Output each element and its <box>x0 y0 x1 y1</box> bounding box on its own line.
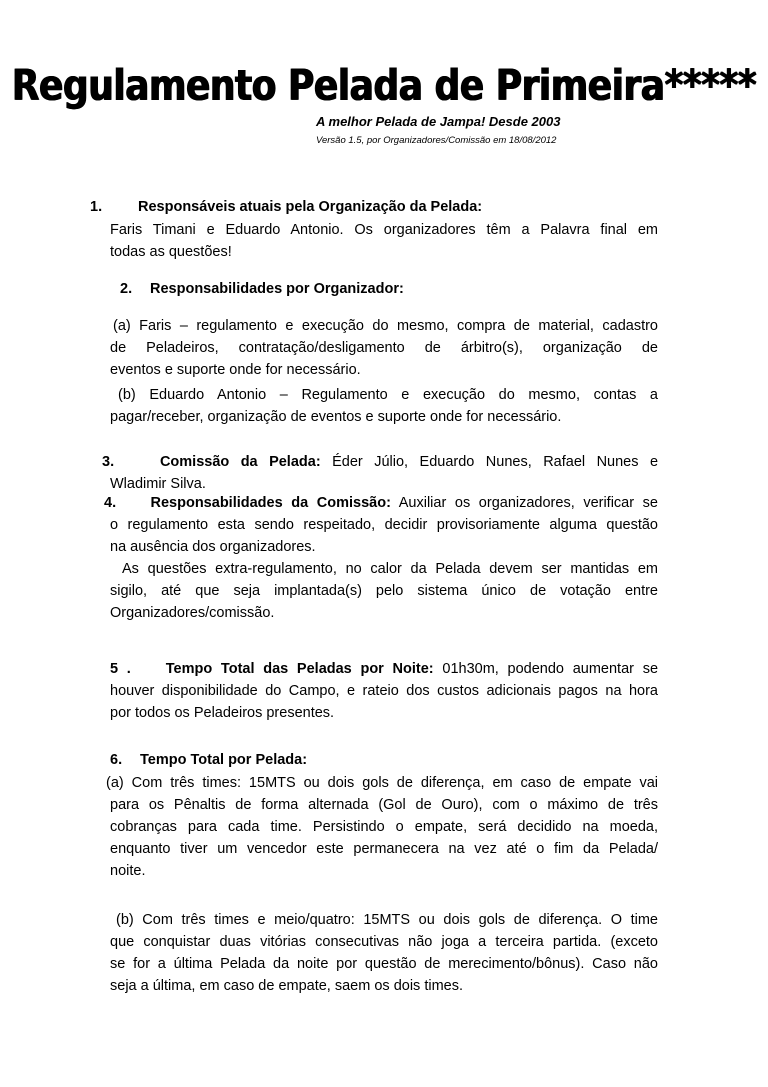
section-2-title: Responsabilidades por Organizador: <box>150 281 404 297</box>
section-6b-line: que conquistar duas vitórias consecutivas não joga a terceira partida. (exceto <box>110 934 658 950</box>
section-5-line: 5 . Tempo Total das Peladas por Noite: 01h30m, podendo aumentar se <box>110 661 659 677</box>
section-2a-line: (a) Faris – regulamento e execução do mesmo, compra de material, cadastro <box>113 318 658 334</box>
section-2b-line: (b) Eduardo Antonio – Regulamento e execução do mesmo, contas a <box>118 387 658 403</box>
section-5-number: 5 . <box>110 661 131 677</box>
section-3 <box>102 451 658 495</box>
section-6-title: Tempo Total por Pelada: <box>140 752 308 768</box>
section-1-heading <box>90 199 482 215</box>
section-4-number: 4. <box>104 495 117 511</box>
section-5 <box>110 658 658 724</box>
section-2b-line: pagar/receber, organização de eventos e suporte onde for necessário. <box>110 409 562 425</box>
document-title: Regulamento Pelada de Primeira***** <box>11 62 757 111</box>
section-6-heading <box>110 752 307 768</box>
section-1-body <box>110 219 658 263</box>
section-3-line: Wladimir Silva. <box>110 476 206 492</box>
document-version: Versão 1.5, por Organizadores/Comissão em 18/08/2012 <box>316 135 557 146</box>
section-2-number: 2. <box>120 281 133 297</box>
section-1-number: 1. <box>90 199 103 215</box>
section-1-title: Responsáveis atuais pela Organização da Pelada: <box>138 199 483 215</box>
section-5-title: Tempo Total das Peladas por Noite: <box>165 661 434 677</box>
section-1-line: Faris Timani e Eduardo Antonio. Os organizadores têm a Palavra final em <box>110 222 658 238</box>
section-3-number: 3. <box>102 454 115 470</box>
section-6a-body <box>106 772 658 882</box>
section-3-title: Comissão da Pelada: <box>159 454 321 470</box>
section-6-number: 6. <box>110 752 123 768</box>
section-6b-body <box>110 909 658 997</box>
section-3-line <box>102 451 658 473</box>
section-2a-line: eventos e suporte onde for necessário. <box>110 362 361 378</box>
section-6b-line: se for a última Pelada da noite por questão de merecimento/bônus). Caso não <box>110 956 658 972</box>
document-subtitle: A melhor Pelada de Jampa! Desde 2003 <box>316 114 561 129</box>
section-4-title: Responsabilidades da Comissão: <box>150 495 391 511</box>
section-2a-body <box>110 315 658 381</box>
section-6a-line: noite. <box>110 863 146 879</box>
section-5-line: por todos os Peladeiros presentes. <box>110 705 335 721</box>
section-4-line: As questões extra-regulamento, no calor da Pelada devem ser mantidas em <box>122 561 658 577</box>
section-6a-line: cobranças para cada time. Persistindo o empate, será decidido na moeda, <box>110 819 658 835</box>
section-3-members: Éder Júlio, Eduardo Nunes, Rafael Nunes e <box>332 454 659 470</box>
section-4 <box>104 492 658 624</box>
section-6b-line: (b) Com três times e meio/quatro: 15MTS ou dois gols de diferença. O time <box>116 912 658 928</box>
section-4-line: sigilo, até que seja implantada(s) pelo sistema único de votação entre <box>110 583 658 599</box>
section-4-line: na ausência dos organizadores. <box>110 539 316 555</box>
section-4-line: o regulamento esta sendo respeitado, decidir provisoriamente alguma questão <box>110 517 658 533</box>
section-6b-line: seja a última, em caso de empate, saem os dois times. <box>110 978 463 994</box>
section-4-line: 4. Responsabilidades da Comissão: Auxiliar os organizadores, verificar se <box>104 495 658 511</box>
section-1-line: todas as questões! <box>110 244 232 260</box>
section-2b-body <box>110 384 658 428</box>
section-2a-line: de Peladeiros, contratação/desligamento de árbitro(s), organização de <box>110 340 658 356</box>
section-5-line: houver disponibilidade do Campo, e rateio dos custos adicionais pagos na hora <box>110 683 658 699</box>
section-6a-line: (a) Com três times: 15MTS ou dois gols de diferença, em caso de empate vai <box>106 775 658 791</box>
section-6a-line: para os Pênaltis de forma alternada (Gol de Ouro), com o máximo de três <box>110 797 658 813</box>
section-4-line: Organizadores/comissão. <box>110 605 275 621</box>
section-6a-line: enquanto tiver um vencedor este permanecera na vez até o fim da Pelada/ <box>110 841 658 857</box>
section-2-heading <box>120 281 404 297</box>
